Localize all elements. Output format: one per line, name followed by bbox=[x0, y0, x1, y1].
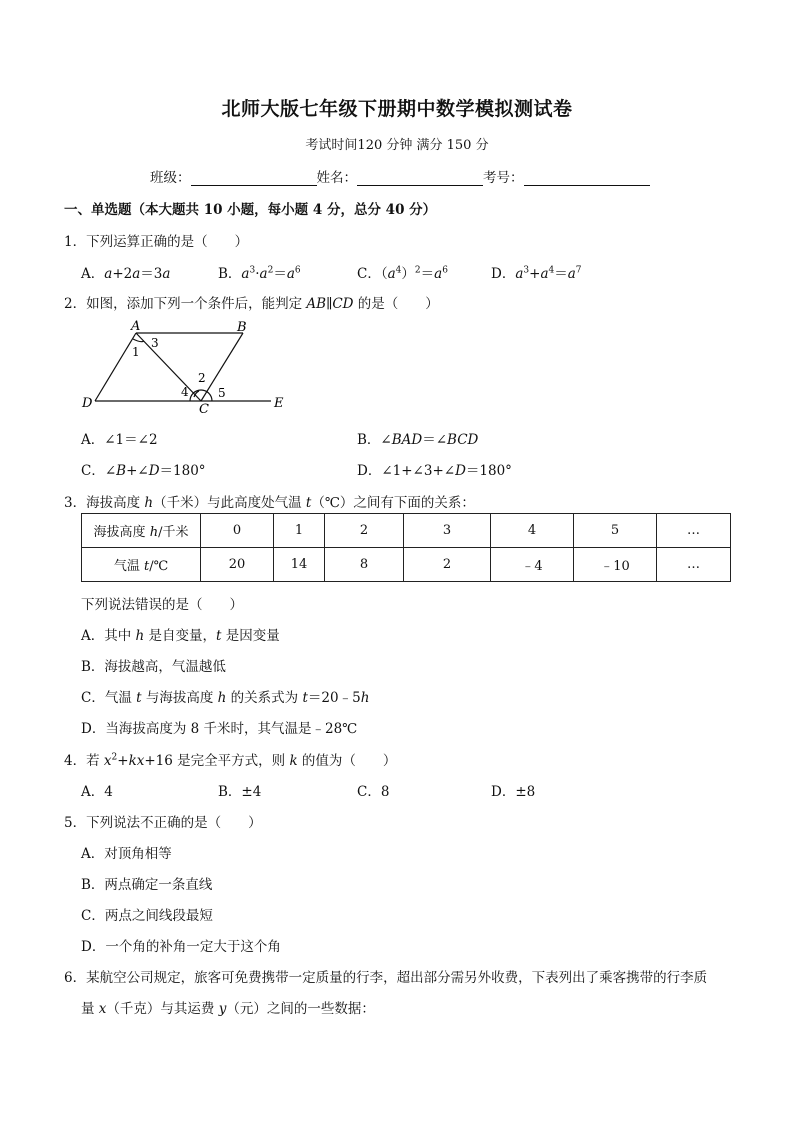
table-cell: ﹣4 bbox=[491, 548, 574, 582]
table-cell: 3 bbox=[404, 514, 491, 548]
q4-option-a: A．4 bbox=[81, 784, 113, 800]
table-cell: … bbox=[657, 548, 731, 582]
q5-option-a: A．对顶角相等 bbox=[81, 846, 172, 862]
q1-option-c: C．$(a^4)^2=a^6$ bbox=[357, 265, 448, 282]
q2-option-c: C．∠B+∠D＝180° bbox=[81, 463, 206, 479]
angle-4-label: 4 bbox=[181, 385, 189, 399]
table-cell: 0 bbox=[201, 514, 274, 548]
student-info-row bbox=[150, 166, 650, 186]
q5-option-b: B．两点确定一条直线 bbox=[81, 877, 213, 893]
page-title: 北师大版七年级下册期中数学模拟测试卷 bbox=[221, 98, 573, 120]
q1-option-a: A．a+2a＝3a bbox=[81, 266, 171, 282]
angle-3-label: 3 bbox=[151, 336, 159, 350]
q1-option-d: D．$a^3+a^4=a^7$ bbox=[491, 265, 582, 282]
q2-option-d: D．∠1+∠3+∠D＝180° bbox=[357, 463, 512, 479]
id-field[interactable] bbox=[524, 169, 650, 186]
q4-option-b: B．±4 bbox=[218, 784, 262, 800]
angle-1-label: 1 bbox=[132, 345, 140, 359]
name-label: 姓名： bbox=[316, 170, 357, 186]
table-row bbox=[82, 514, 731, 548]
q1-option-b: B．$a^3\cdot a^2=a^6$ bbox=[218, 265, 301, 282]
table-cell: 14 bbox=[274, 548, 325, 582]
q6-stem-line1: 6．某航空公司规定，旅客可免费携带一定质量的行李，超出部分需另外收费，下表列出了乘客携带的行李质 bbox=[64, 970, 708, 986]
q3-question: 下列说法错误的是（ ） bbox=[81, 597, 243, 613]
table-cell: 1 bbox=[274, 514, 325, 548]
table-cell: 4 bbox=[491, 514, 574, 548]
table-cell: 海拔高度 h/千米 bbox=[82, 514, 201, 548]
table-cell: ﹣10 bbox=[574, 548, 657, 582]
parallelogram-figure bbox=[78, 316, 293, 416]
angle-5-label: 5 bbox=[218, 386, 226, 400]
id-label: 考号： bbox=[483, 170, 524, 186]
label-a: A bbox=[131, 319, 141, 334]
q5-stem: 5．下列说法不正确的是（ ） bbox=[64, 815, 262, 831]
class-field[interactable] bbox=[191, 169, 317, 186]
q2-stem: 2．如图，添加下列一个条件后，能判定 AB∥CD 的是（ ） bbox=[64, 296, 439, 312]
label-b: B bbox=[237, 320, 247, 335]
q5-option-d: D．一个角的补角一定大于这个角 bbox=[81, 939, 281, 955]
q3-option-b: B．海拔越高，气温越低 bbox=[81, 659, 226, 675]
table-cell: 气温 t/℃ bbox=[82, 548, 201, 582]
q6-stem-line2: 量 x（千克）与其运费 y（元）之间的一些数据： bbox=[81, 1001, 375, 1017]
label-c: C bbox=[199, 402, 209, 416]
name-field[interactable] bbox=[357, 169, 483, 186]
q4-stem: 4．若 $x^2+kx+16$ 是完全平方式，则 k 的值为（ ） bbox=[64, 752, 397, 769]
q4-option-d: D．±8 bbox=[491, 784, 536, 800]
class-label: 班级： bbox=[150, 170, 191, 186]
q3-option-d: D．当海拔高度为 8 千米时，其气温是﹣28℃ bbox=[81, 721, 358, 737]
exam-info: 考试时间120 分钟 满分 150 分 bbox=[305, 138, 489, 153]
angle-2-label: 2 bbox=[198, 371, 206, 385]
table-row bbox=[82, 548, 731, 582]
q5-option-c: C．两点之间线段最短 bbox=[81, 908, 213, 924]
table-cell: 8 bbox=[325, 548, 404, 582]
q2-option-a: A．∠1＝∠2 bbox=[81, 432, 158, 448]
q4-option-c: C．8 bbox=[357, 784, 390, 800]
q1-stem: 1．下列运算正确的是（ ） bbox=[64, 234, 249, 250]
table-cell: … bbox=[657, 514, 731, 548]
label-d: D bbox=[82, 396, 93, 411]
altitude-temperature-table bbox=[81, 513, 731, 582]
table-cell: 2 bbox=[325, 514, 404, 548]
table-cell: 20 bbox=[201, 548, 274, 582]
section-heading: 一、单选题（本大题共 10 小题，每小题 4 分，总分 40 分） bbox=[64, 202, 437, 218]
q3-option-c: C．气温 t 与海拔高度 h 的关系式为 t＝20﹣5h bbox=[81, 690, 370, 706]
q2-option-b: B．∠BAD＝∠BCD bbox=[357, 432, 479, 448]
q3-option-a: A．其中 h 是自变量，t 是因变量 bbox=[81, 628, 280, 644]
label-e: E bbox=[274, 396, 284, 411]
table-cell: 5 bbox=[574, 514, 657, 548]
q3-stem: 3．海拔高度 h（千米）与此高度处气温 t（℃）之间有下面的关系： bbox=[64, 495, 475, 511]
table-cell: 2 bbox=[404, 548, 491, 582]
